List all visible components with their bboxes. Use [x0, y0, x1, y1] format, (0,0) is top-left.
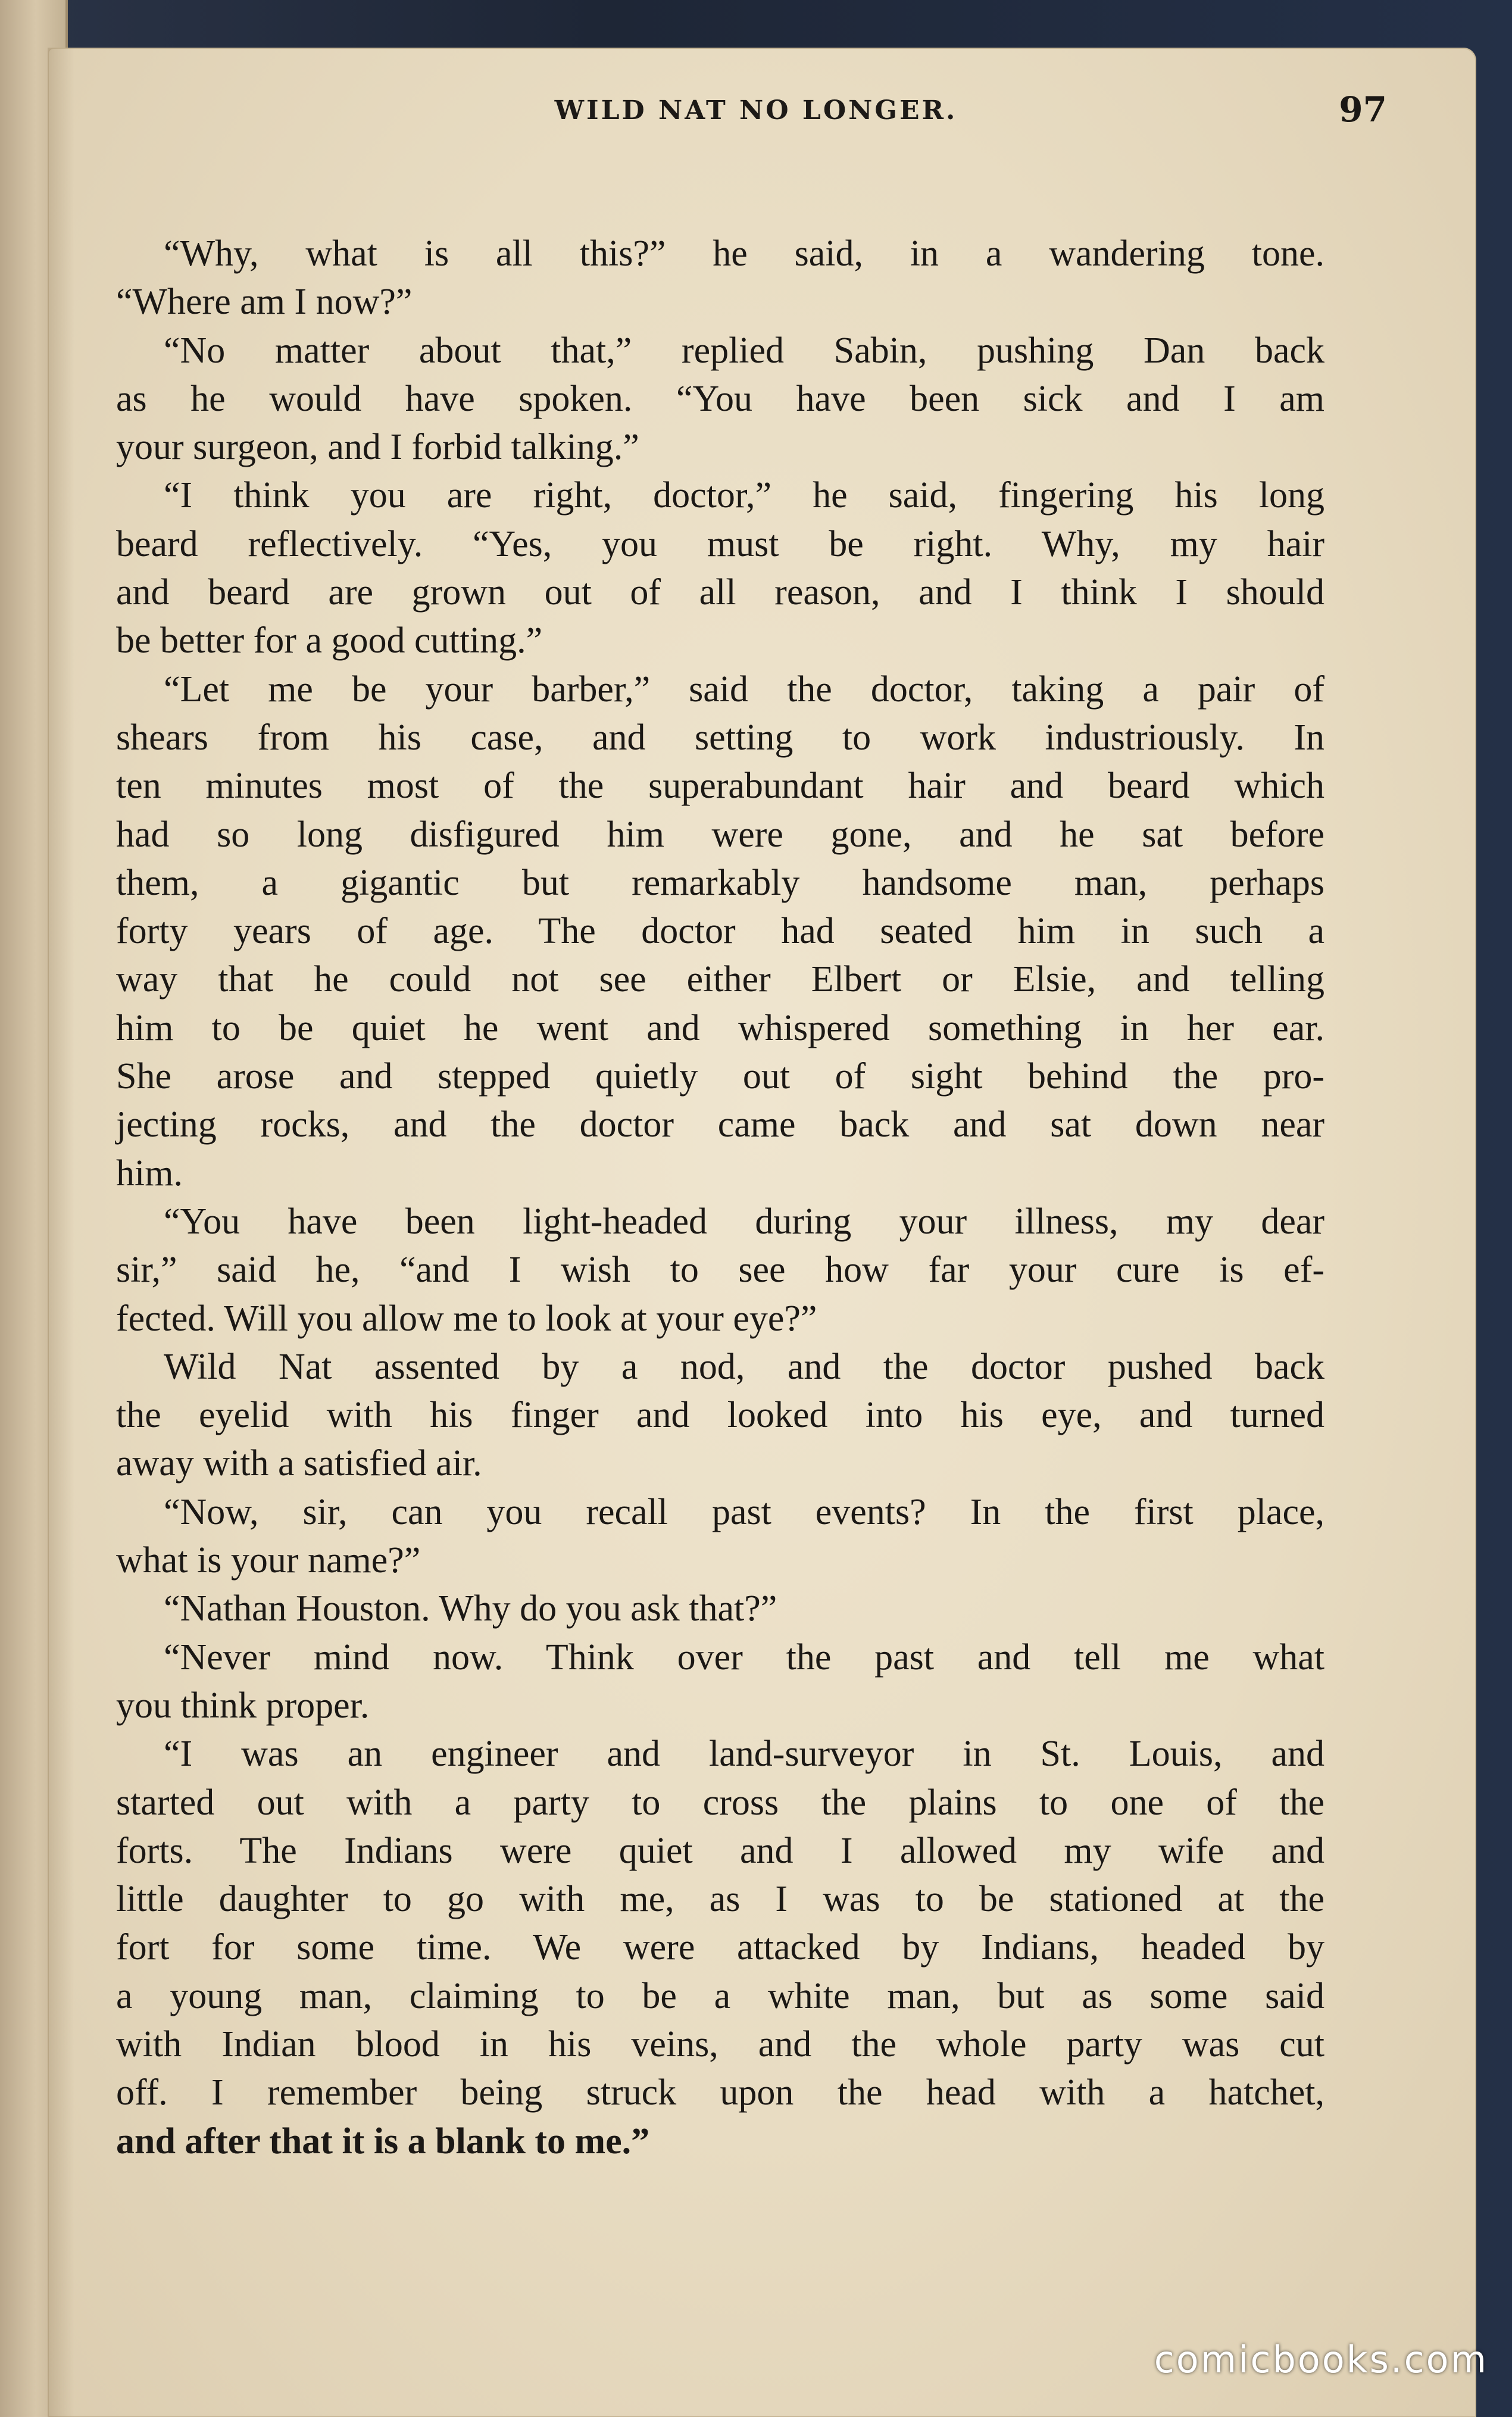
text-line: Wild Nat assented by a nod, and the doctor pushed back — [164, 1346, 1324, 1387]
text-line: “You have been light-headed during your illness, my dear — [164, 1201, 1324, 1242]
text-line: “I was an engineer and land-surveyor in St. Louis, and — [164, 1734, 1324, 1775]
text-line: jecting rocks, and the doctor came back and sat down near — [116, 1104, 1324, 1145]
text-line: and after that it is a blank to me.” — [116, 2121, 650, 2162]
text-line: fected. Will you allow me to look at your eye?” — [116, 1298, 817, 1339]
text-line: a young man, claiming to be a white man, but as some said — [116, 1975, 1324, 2016]
text-line: way that he could not see either Elbert or Elsie, and telling — [116, 959, 1324, 1000]
text-line: “Let me be your barber,” said the doctor, taking a pair of — [164, 669, 1324, 710]
text-line: little daughter to go with me, as I was to be stationed at the — [116, 1879, 1324, 1920]
text-line: sir,” said he, “and I wish to see how far your cure is ef- — [116, 1250, 1324, 1291]
body-text — [116, 230, 1324, 2166]
text-line: beard reflectively. “Yes, you must be right. Why, my hair — [116, 523, 1324, 564]
text-line: the eyelid with his finger and looked into his eye, and turned — [116, 1395, 1324, 1436]
text-line: be better for a good cutting.” — [116, 620, 543, 661]
text-line: them, a gigantic but remarkably handsome man, perhaps — [116, 862, 1324, 903]
text-line: him to be quiet he went and whispered something in her ear. — [116, 1007, 1324, 1048]
text-line: and beard are grown out of all reason, and I think I should — [116, 572, 1324, 613]
text-line: forty years of age. The doctor had seated him in such a — [116, 911, 1324, 952]
text-line: “Where am I now?” — [116, 282, 413, 323]
text-line: “No matter about that,” replied Sabin, pushing Dan back — [164, 330, 1324, 371]
running-head: WILD NAT NO LONGER. — [554, 95, 958, 126]
text-line: what is your name?” — [116, 1540, 421, 1581]
text-line: She arose and stepped quietly out of sight behind the pro- — [116, 1056, 1324, 1097]
text-line: with Indian blood in his veins, and the whole party was cut — [116, 2023, 1324, 2065]
page-number: 97 — [1339, 89, 1387, 130]
text-line: away with a satisfied air. — [116, 1443, 482, 1484]
text-line: had so long disfigured him were gone, and he sat before — [116, 814, 1324, 855]
text-line: “Never mind now. Think over the past and tell me what — [164, 1637, 1324, 1678]
text-line: “Now, sir, can you recall past events? In the first place, — [164, 1491, 1324, 1532]
text-line: shears from his case, and setting to work industriously. In — [116, 717, 1324, 758]
text-line: him. — [116, 1153, 183, 1194]
text-line: forts. The Indians were quiet and I allowed my wife and — [116, 1830, 1324, 1871]
text-line: fort for some time. We were attacked by Indians, headed by — [116, 1927, 1324, 1968]
text-line: you think proper. — [116, 1685, 370, 1726]
text-line: your surgeon, and I forbid talking.” — [116, 427, 639, 468]
text-line: “Why, what is all this?” he said, in a wandering tone. — [164, 233, 1324, 274]
text-line: ten minutes most of the superabundant hair and beard which — [116, 766, 1324, 807]
text-line: started out with a party to cross the plains to one of the — [116, 1782, 1324, 1823]
text-line: off. I remember being struck upon the head with a hatchet, — [116, 2072, 1324, 2113]
text-line: “I think you are right, doctor,” he said, fingering his long — [164, 475, 1324, 516]
text-line: as he would have spoken. “You have been sick and I am — [116, 378, 1324, 419]
text-line: “Nathan Houston. Why do you ask that?” — [164, 1588, 777, 1629]
site-watermark: comicbooks.com — [1154, 2338, 1488, 2381]
